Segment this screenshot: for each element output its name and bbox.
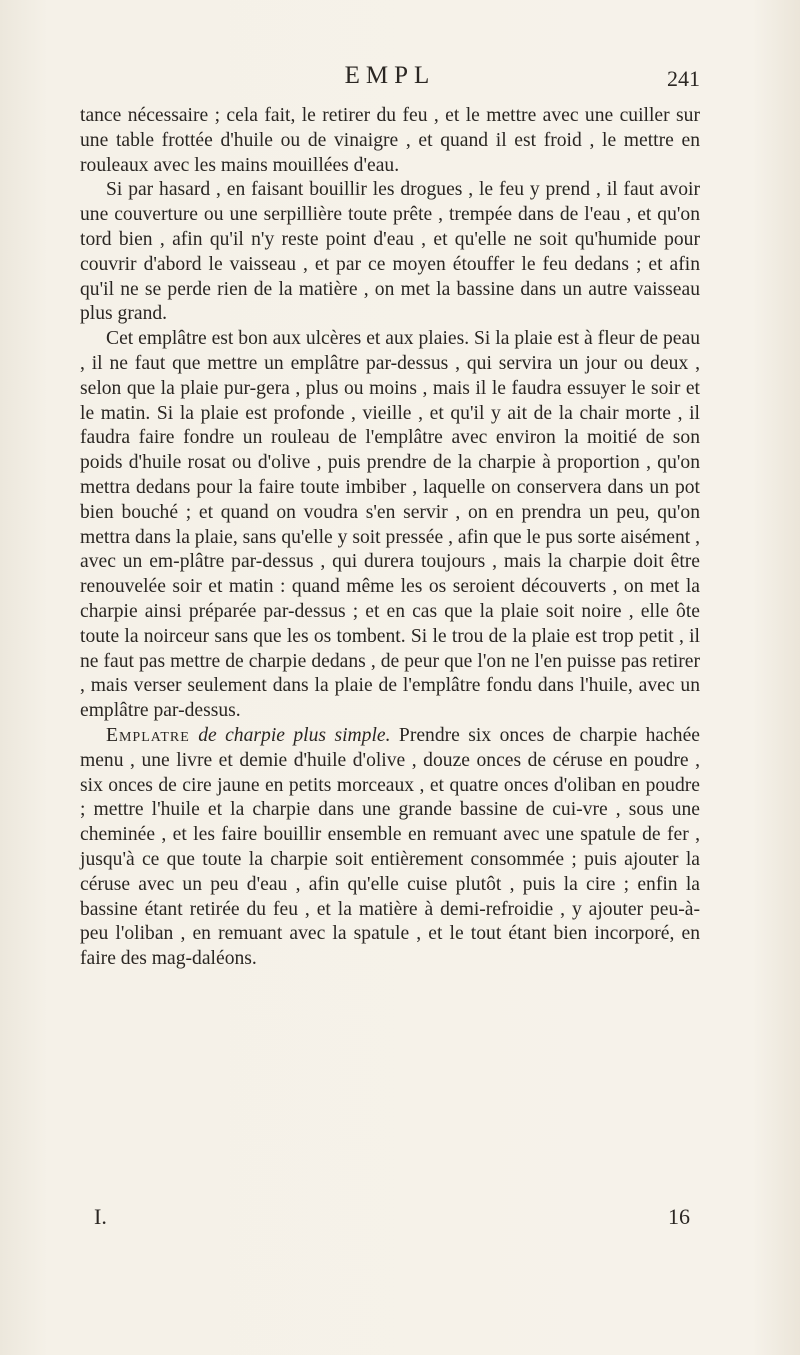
paragraph-continuation: tance nécessaire ; cela fait, le retirer du feu , et le mettre avec une cuiller sur une table frottée d'huile ou de vinaigre , et quand il est froid , le mettre en rouleaux avec les mains mouillées d'eau. — [80, 105, 700, 176]
paragraph-charpie-recipe — [80, 724, 700, 972]
volume-signature: I. — [94, 1204, 107, 1229]
entry-subtitle: de charpie plus simple. — [198, 724, 391, 746]
entry-body: Prendre six onces de charpie hachée menu , une livre et demie d'huile d'olive , douze onces de céruse en poudre , six onces de cire jaune en petits morceaux , et quatre onces d'oliban en poudre ; mettre l'huile et la charpie dans une grande bassine de cui-vre , sous une cheminée , et les faire bouillir ensemble en remuant avec une spatule de fer , jusqu'à ce que toute la charpie soit entièrement consommée ; puis ajouter la céruse avec un peu d'eau , afin qu'elle cuise plutôt , puis la cire ; enfin la bassine étant retirée du feu , et la matière à demi-refroidie , y ajouter peu-à-peu l'oliban , en remuant avec la spatule , et le tout étant bien incorporé, en faire des mag-daléons. — [80, 724, 700, 970]
body-text — [80, 104, 700, 972]
page-number: 241 — [667, 66, 700, 91]
entry-headword: Emplatre — [106, 724, 190, 746]
gathering-signature: 16 — [668, 1204, 690, 1229]
page-header — [80, 62, 700, 102]
paragraph-fire-precaution: Si par hasard , en faisant bouillir les drogues , le feu y prend , il faut avoir une couverture ou une serpillière toute prête , trempée dans de l'eau , et qu'on tord bien , afin qu'il n'y reste point d'eau , et qu'elle ne soit qu'humide pour couvrir d'abord le vaisseau , et par ce moyen étouffer le feu dedans ; et afin qu'il ne se perde rien de la matière , on met la bassine dans un autre vaisseau plus grand. — [80, 179, 700, 325]
running-head: EMPL — [344, 62, 436, 89]
page-footer — [80, 1204, 700, 1234]
paragraph-wound-treatment: Cet emplâtre est bon aux ulcères et aux plaies. Si la plaie est à fleur de peau , il ne faut que mettre un emplâtre par-dessus , qui servira un jour ou deux , selon que la plaie pur-gera , plus ou moins , mais il le faudra essuyer le soir et le matin. Si la plaie est profonde , vieille , et qu'il y ait de la chair morte , il faudra faire fondre un rouleau de l'emplâtre avec environ la moitié de son poids d'huile rosat ou d'olive , puis prendre de la charpie à proportion , qu'on mettra dedans pour la faire toute imbiber , laquelle on conservera dans un pot bien bouché ; et quand on voudra s'en servir , on en prendra un peu, qu'on mettra dans la plaie, sans qu'elle y soit pressée , afin que le pus sorte aisément , avec un em-plâtre par-dessus , qui durera toujours , mais la charpie doit être renouvelée soir et matin : quand même les os seroient découverts , on met la charpie ainsi préparée par-dessus ; et en cas que la plaie soit noire , elle ôte toute la noirceur sans que les os tombent. Si le trou de la plaie est trop petit , il ne faut pas mettre de charpie dedans , de peur que l'on ne l'en puisse pas retirer , mais verser seulement dans la plaie de l'emplâtre fondu dans l'huile, avec un emplâtre par-dessus. — [80, 328, 701, 722]
